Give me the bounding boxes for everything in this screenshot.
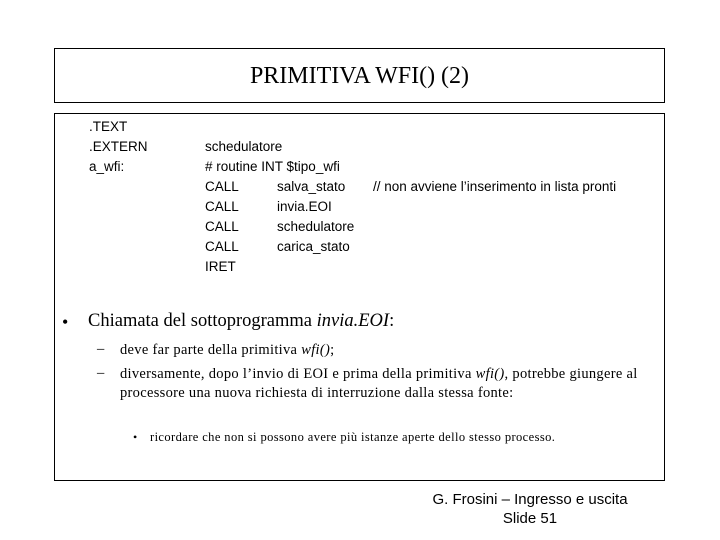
code-comment-routine: # routine INT $tipo_wfi	[205, 159, 340, 174]
footer-slide-number: Slide 51	[502, 510, 558, 527]
code-operand-1: salva_stato	[277, 179, 346, 194]
bullet-dot: •	[62, 312, 69, 332]
sub-item-2-prefix: diversamente, dopo l’invio di EOI e prima della primitiva	[120, 366, 476, 382]
code-instr-3: CALL	[205, 219, 239, 234]
code-label-text: .TEXT	[89, 119, 128, 134]
code-instr-4: CALL	[205, 239, 239, 254]
bullet-main-italic: invia.EOI	[316, 311, 390, 331]
sub-dash-2: –	[97, 365, 105, 381]
sub-item-1	[120, 341, 334, 360]
code-instr-1: CALL	[205, 179, 239, 194]
sub-item-1-suffix: ;	[330, 342, 335, 358]
code-instr-iret: IRET	[205, 259, 236, 274]
sub-sub-item: ricordare che non si possono avere più istanze aperte dello stesso processo.	[150, 430, 556, 444]
code-operand-3: schedulatore	[277, 219, 355, 234]
slide-title: PRIMITIVA WFI() (2)	[249, 63, 470, 89]
sub-item-2-italic: wfi()	[475, 366, 505, 382]
bullet-main-prefix: Chiamata del sottoprogramma	[88, 311, 317, 331]
code-label-a-wfi: a_wfi:	[89, 159, 125, 174]
content-box	[54, 113, 665, 481]
sub-item-1-italic: wfi()	[301, 342, 331, 358]
code-operand-2: invia.EOI	[277, 199, 332, 214]
bullet-main-suffix: :	[389, 311, 395, 331]
code-operand-4: carica_stato	[277, 239, 350, 254]
code-instr-2: CALL	[205, 199, 239, 214]
code-label-extern: .EXTERN	[89, 139, 148, 154]
code-comment-lista: // non avviene l’inserimento in lista pronti	[373, 179, 617, 194]
code-extern-name: schedulatore	[205, 139, 283, 154]
sub-dash-1: –	[97, 341, 105, 357]
sub-item-2-suffix: , potrebbe giungere al processore una nuova richiesta di interruzione dalla stessa fonte:	[120, 366, 638, 401]
sub-item-2	[120, 365, 660, 403]
sub-sub-bullet: •	[133, 430, 138, 444]
sub-item-1-prefix: deve far parte della primitiva	[120, 342, 302, 358]
bullet-main-text	[88, 311, 394, 332]
title-box	[54, 48, 665, 103]
footer-author: G. Frosini – Ingresso e uscita	[432, 491, 628, 508]
